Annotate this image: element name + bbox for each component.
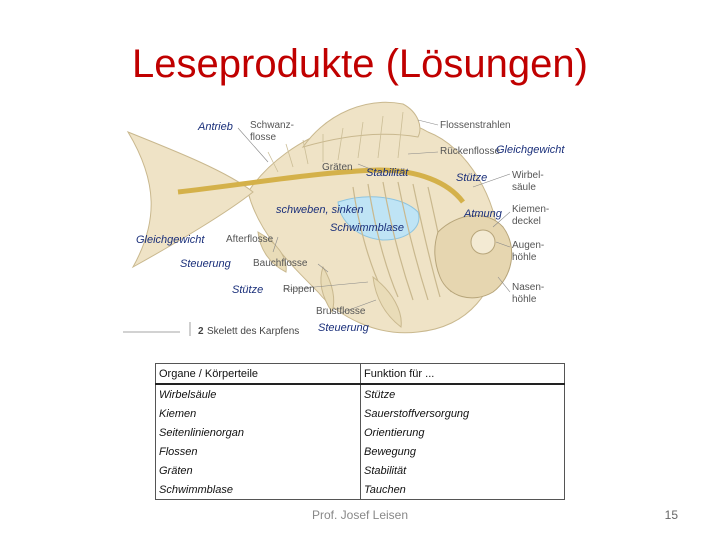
label-nasenhoehle: Nasen- höhle (512, 282, 545, 305)
annotation-steuerung-left: Steuerung (180, 258, 231, 270)
label-augenhoehle: Augen- höhle (512, 240, 545, 263)
cell-organ: Gräten (156, 461, 361, 480)
cell-function: Bewegung (361, 442, 565, 461)
footer-author: Prof. Josef Leisen (311, 508, 409, 522)
slide-title: Leseprodukte (Lösungen) (132, 42, 588, 86)
cell-organ: Wirbelsäule (156, 384, 361, 404)
annotation-gleichgewicht-left: Gleichgewicht (136, 234, 205, 246)
annotation-gleichgewicht-top: Gleichgewicht (496, 144, 565, 156)
label-schwimmblase: Schwimmblase (330, 222, 404, 234)
cell-function: Orientierung (361, 423, 565, 442)
annotation-antrieb: Antrieb (198, 121, 233, 133)
label-flossenstrahlen: Flossenstrahlen (440, 120, 511, 131)
cell-function: Stabilität (361, 461, 565, 480)
table-header-row (156, 364, 565, 385)
cell-function: Sauerstoffversorgung (361, 404, 565, 423)
label-schwanzflosse: Schwanz- flosse (250, 120, 294, 143)
label-bauchflosse: Bauchflosse (253, 258, 308, 269)
cell-function: Tauchen (361, 480, 565, 500)
table-row (156, 384, 565, 404)
cell-organ: Flossen (156, 442, 361, 461)
figure-caption: Skelett des Karpfens (207, 326, 300, 337)
label-wirbelsaeule: Wirbel- säule (512, 170, 544, 193)
eye-socket (471, 230, 495, 254)
cell-organ: Seitenlinienorgan (156, 423, 361, 442)
column-header-organ: Organe / Körperteile (156, 364, 361, 385)
caption-number: 2 (198, 326, 204, 337)
table-row (156, 404, 565, 423)
label-rippen: Rippen (283, 284, 315, 295)
tail-fin (128, 132, 253, 267)
annotation-stabilitaet: Stabilität (366, 167, 409, 179)
page-number: 15 (664, 508, 678, 522)
carp-skeleton-figure (118, 92, 588, 344)
cell-organ: Kiemen (156, 404, 361, 423)
skull (435, 216, 512, 298)
table-row (156, 423, 565, 442)
table-row (156, 461, 565, 480)
label-kiemendeckel: Kiemen- deckel (512, 204, 550, 227)
label-graeten: Gräten (322, 162, 353, 173)
annotation-atmung: Atmung (464, 208, 502, 220)
annotation-steuerung-bottom: Steuerung (318, 322, 369, 334)
label-brustflosse: Brustflosse (316, 306, 366, 317)
annotation-schweben-sinken: schweben, sinken (276, 204, 364, 216)
column-header-function: Funktion für ... (361, 364, 565, 385)
annotation-stuetze-top: Stütze (456, 172, 488, 184)
table-row (156, 442, 565, 461)
function-table (155, 363, 565, 500)
label-rueckenflosse: Rückenflosse (440, 146, 501, 157)
cell-function: Stütze (361, 384, 565, 404)
annotation-stuetze-bottom: Stütze (232, 284, 264, 296)
table-row (156, 480, 565, 500)
cell-organ: Schwimmblase (156, 480, 361, 500)
label-afterflosse: Afterflosse (226, 234, 274, 245)
